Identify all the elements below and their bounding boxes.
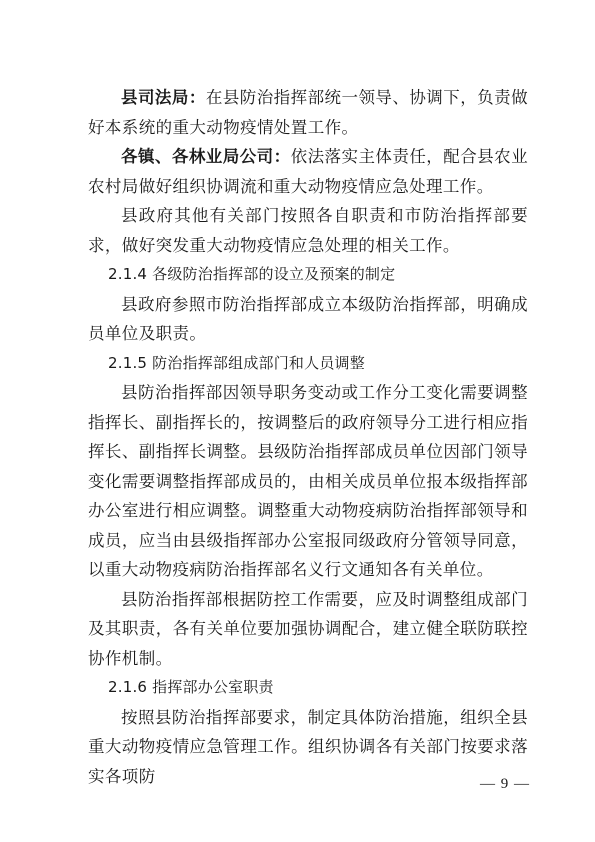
paragraph-2-1-5-b: 县防治指挥部根据防控工作需要，应及时调整组成部门及其职责，各有关单位要加强协调配合，建立健全联防联控协作机制。 xyxy=(88,589,528,668)
paragraph-judicial-bureau xyxy=(88,83,528,142)
paragraph-text: 在县防治指挥部统一领导、协调下，负责做好本系统的重大动物疫情处置工作。 xyxy=(88,88,529,137)
paragraph-text: 依法落实主体责任，配合县农业农村局做好组织协调流和重大动物疫情应急处理工作。 xyxy=(88,147,528,196)
paragraph-2-1-6: 按照县防治指挥部要求，制定具体防治措施，组织全县重大动物疫情应急管理工作。组织协调各有关部门按要求落实各项防 xyxy=(88,707,528,786)
section-heading-2-1-4: 2.1.4 各级防治指挥部的设立及预案的制定 xyxy=(108,265,396,283)
paragraph-2-1-5-a: 县防治指挥部因领导职务变动或工作分工变化需要调整指挥长、副指挥长的，按调整后的政府领导分工进行相应指挥长、副指挥长调整。县级防治指挥部成员单位因部门领导变化需要调整指挥部成员的，由相关成员单位报本级指挥部办公室进行相应调整。调整重大动物疫病防治指挥部领导和成员，应当由县级指挥部办公室报同级政府分管领导同意，以重大动物疫病防治指挥部名义行文通知各有关单位。 xyxy=(88,383,528,579)
section-heading-2-1-5: 2.1.5 防治指挥部组成部门和人员调整 xyxy=(108,353,365,372)
page-number: — 9 — xyxy=(480,776,530,792)
paragraph-lead: 县司法局： xyxy=(121,88,206,107)
document-body xyxy=(88,83,528,791)
paragraph-text: 县政府其他有关部门按照各自职责和市防治指挥部要求，做好突发重大动物疫情应急处理的相关工作。 xyxy=(88,206,528,255)
paragraph-lead: 各镇、各林业局公司： xyxy=(121,147,291,166)
paragraph-2-1-4: 县政府参照市防治指挥部成立本级防治指挥部，明确成员单位及职责。 xyxy=(88,294,528,343)
section-heading-2-1-6: 2.1.6 指挥部办公室职责 xyxy=(108,678,274,696)
paragraph-towns-forestry xyxy=(88,142,528,201)
paragraph-other-departments xyxy=(88,201,528,260)
